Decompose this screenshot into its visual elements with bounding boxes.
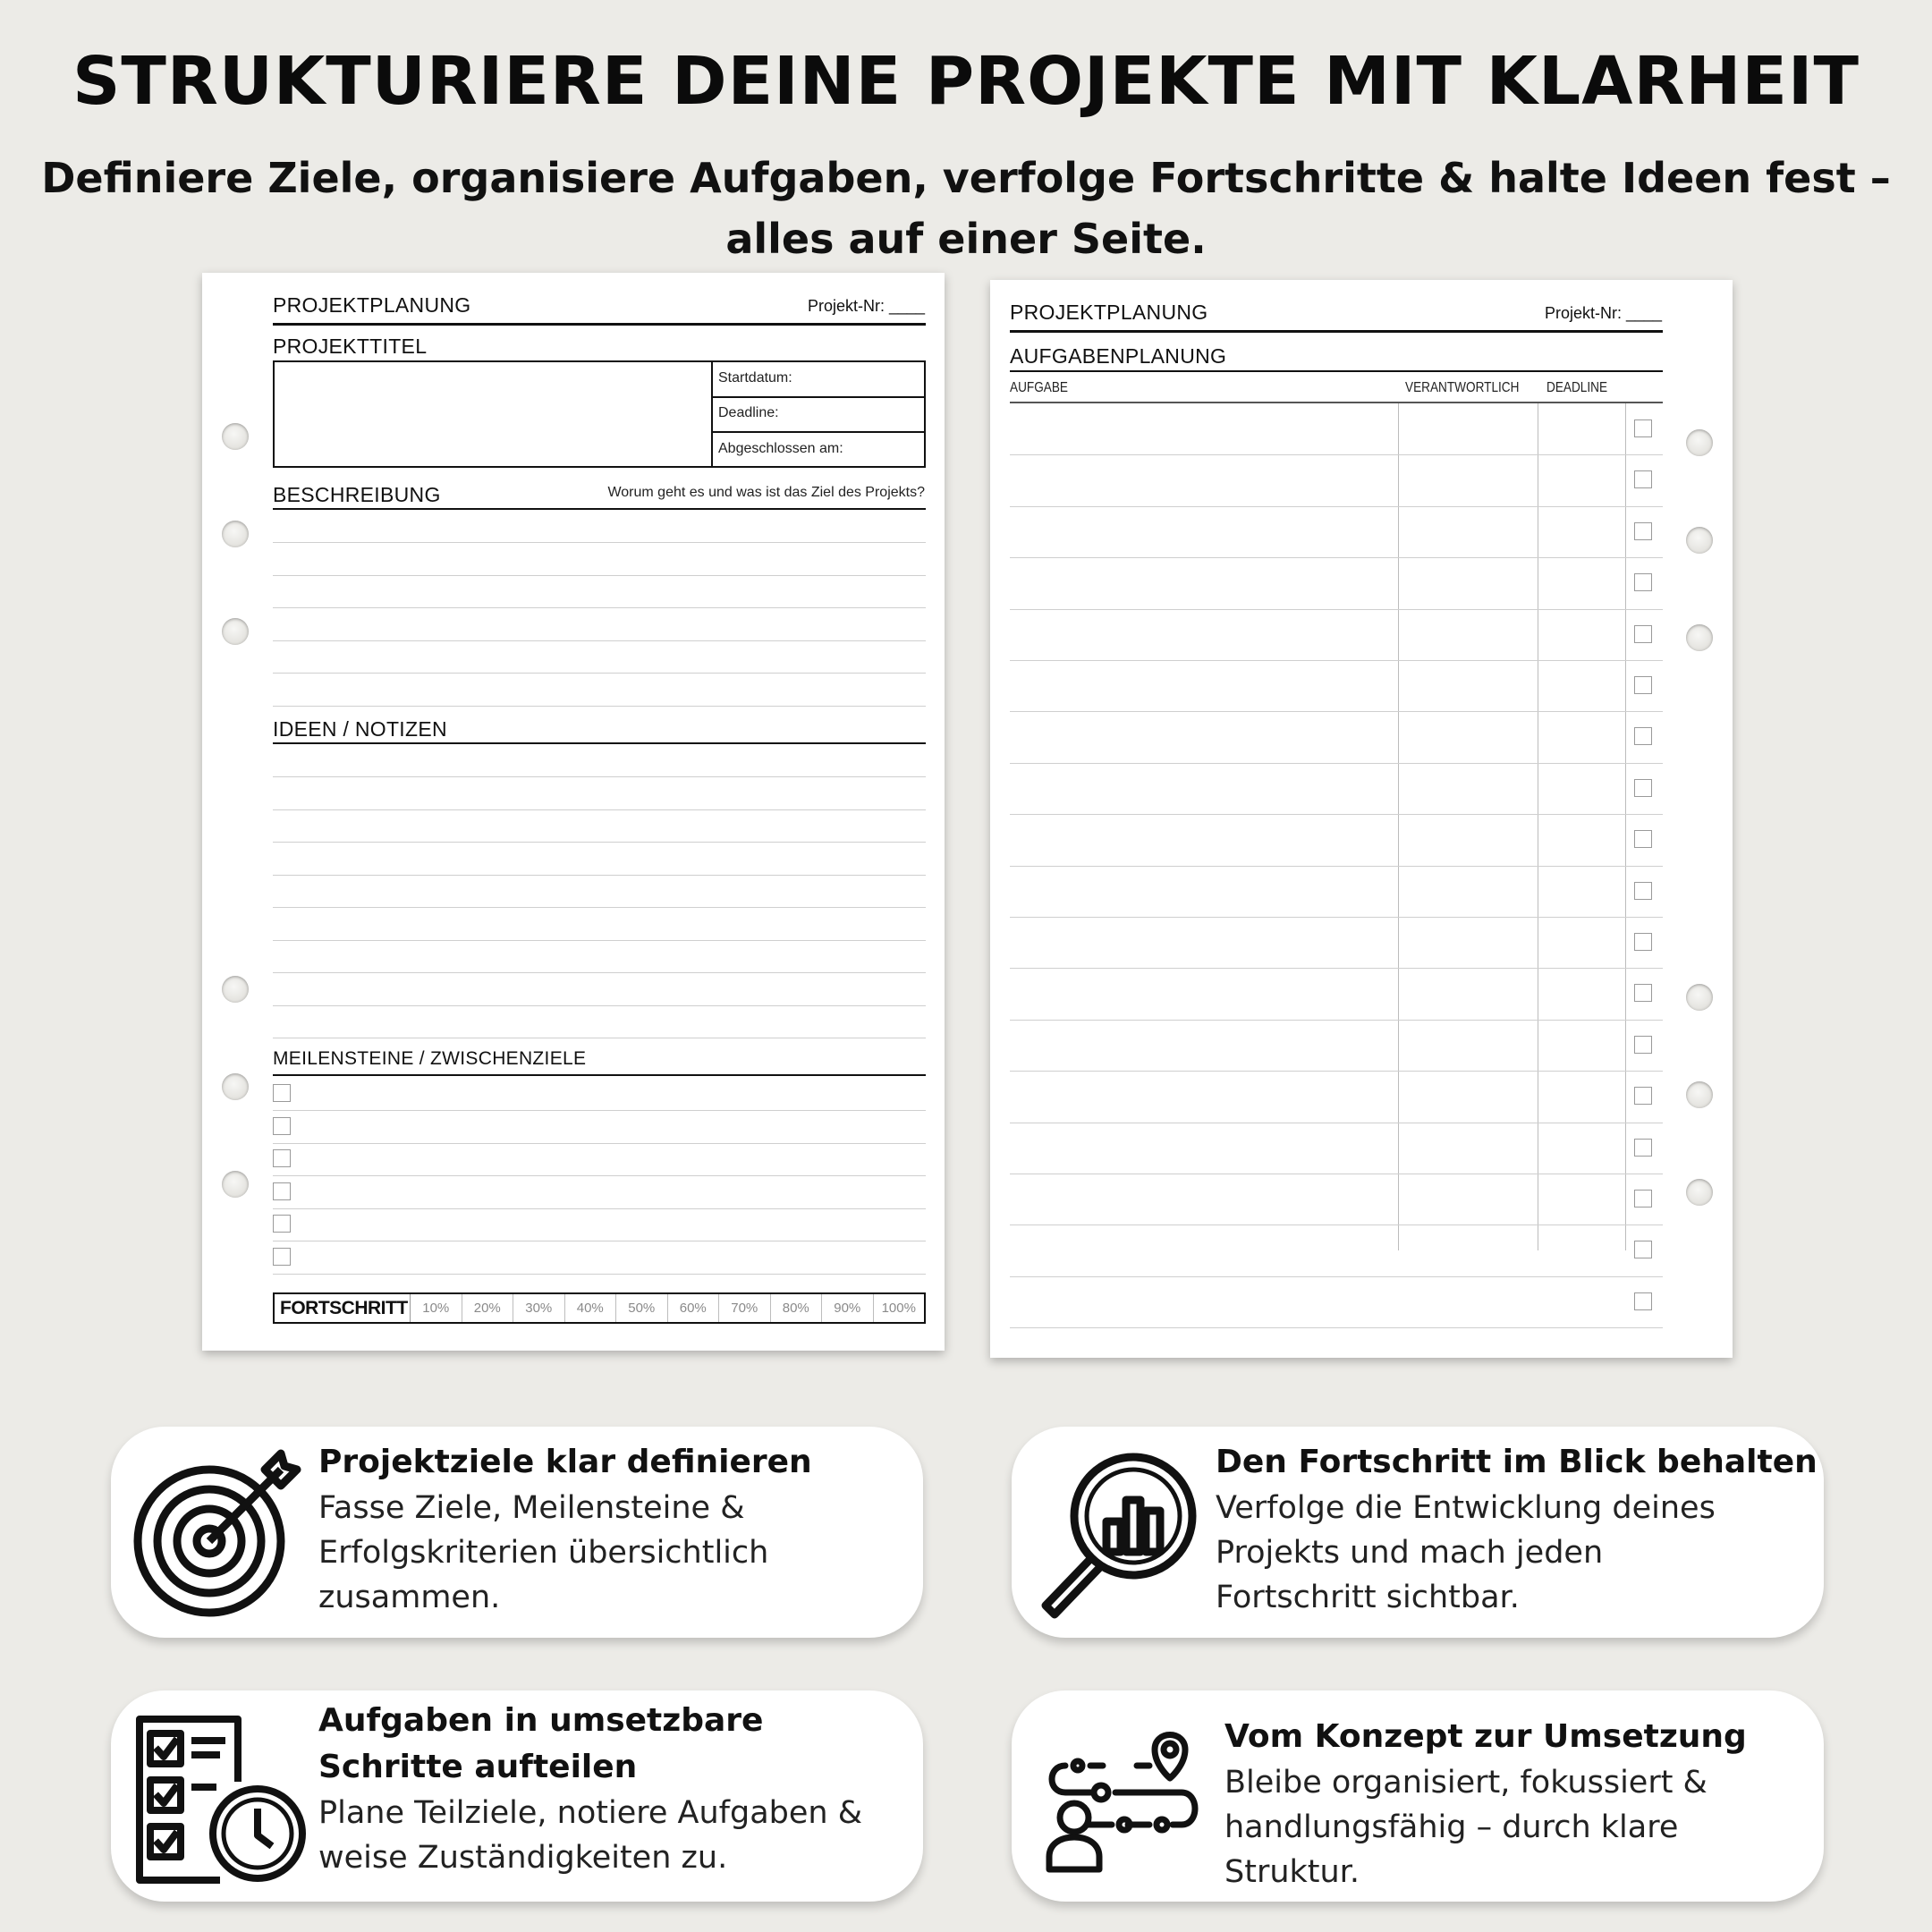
writing-line	[273, 1143, 926, 1144]
punch-hole	[222, 1073, 249, 1100]
table-row-line	[1010, 763, 1663, 764]
writing-line	[273, 673, 926, 674]
writing-line	[273, 809, 926, 810]
page-title: STRUKTURIERE DEINE PROJEKTE MIT KLARHEIT	[72, 43, 1860, 120]
writing-line	[273, 640, 926, 641]
milestone-checkbox	[273, 1215, 291, 1233]
punch-hole	[1686, 624, 1713, 651]
punch-hole	[222, 618, 249, 645]
column-task: AUFGABE	[1010, 380, 1068, 395]
project-number-field: Projekt-Nr: ____	[1544, 304, 1662, 322]
divider	[273, 508, 926, 510]
progress-step: 30%	[513, 1294, 565, 1322]
table-row-line	[1010, 454, 1663, 455]
feature-card-implementation	[1012, 1690, 1824, 1902]
writing-line	[273, 940, 926, 941]
task-checkbox	[1634, 1292, 1652, 1310]
divider	[273, 742, 926, 744]
writing-line	[273, 1110, 926, 1111]
feature-title: Aufgaben in umsetzbare Schritte aufteilen	[318, 1702, 764, 1785]
feature-description: Fasse Ziele, Meilensteine & Erfolgskriterien übersichtlich zusammen.	[318, 1490, 769, 1615]
column-responsible: VERANTWORTLICH	[1405, 380, 1520, 395]
punch-hole	[1686, 429, 1713, 456]
feature-description: Verfolge die Entwicklung deines Projekts und mach jeden Fortschritt sichtbar.	[1216, 1490, 1716, 1615]
table-row-line	[1010, 968, 1663, 969]
feature-description: Bleibe organisiert, fokussiert & handlungsfähig – durch klare Struktur.	[1224, 1765, 1707, 1890]
completed-date-label: Abgeschlossen am:	[718, 441, 843, 456]
writing-line	[273, 972, 926, 973]
punch-hole	[1686, 984, 1713, 1011]
planner-sheet-task-planning	[990, 280, 1733, 1358]
writing-line	[273, 607, 926, 608]
milestone-checkbox	[273, 1084, 291, 1102]
writing-line	[273, 575, 926, 576]
task-checkbox	[1634, 779, 1652, 797]
progress-label: FORTSCHRITT	[275, 1294, 411, 1322]
writing-line	[273, 875, 926, 876]
progress-step: 10%	[411, 1294, 462, 1322]
task-checkbox	[1634, 882, 1652, 900]
ideas-heading: IDEEN / NOTIZEN	[273, 717, 447, 741]
description-heading: BESCHREIBUNG	[273, 483, 441, 506]
table-row-line	[1010, 1020, 1663, 1021]
task-checkbox	[1634, 830, 1652, 848]
milestone-checkbox	[273, 1117, 291, 1135]
table-row-line	[1010, 1327, 1663, 1328]
feature-title: Projektziele klar definieren	[318, 1444, 812, 1480]
magnifier-chart-icon	[1028, 1443, 1207, 1622]
table-row-line	[1010, 866, 1663, 867]
project-number-field: Projekt-Nr: ____	[807, 297, 925, 315]
writing-line	[273, 1274, 926, 1275]
writing-line	[273, 706, 926, 707]
writing-line	[273, 776, 926, 777]
divider	[1010, 370, 1663, 372]
target-icon	[131, 1443, 309, 1622]
feature-title: Vom Konzept zur Umsetzung	[1224, 1718, 1747, 1755]
milestone-checkbox	[273, 1149, 291, 1167]
task-checkbox	[1634, 419, 1652, 437]
progress-step: 40%	[565, 1294, 617, 1322]
punch-hole	[1686, 1081, 1713, 1108]
page-subtitle: Definiere Ziele, organisiere Aufgaben, verfolge Fortschritte & halte Ideen fest – alles auf einer Seite.	[41, 154, 1891, 263]
divider	[273, 323, 926, 326]
divider	[1010, 402, 1663, 403]
table-row-line	[1010, 506, 1663, 507]
punch-hole	[1686, 1179, 1713, 1206]
table-row-line	[1010, 1071, 1663, 1072]
start-date-label: Startdatum:	[718, 370, 792, 386]
task-checkbox	[1634, 676, 1652, 694]
writing-line	[273, 842, 926, 843]
divider	[273, 1074, 926, 1076]
task-checkbox	[1634, 1241, 1652, 1258]
writing-line	[273, 1175, 926, 1176]
punch-hole	[222, 1171, 249, 1198]
feature-card-tasks	[111, 1690, 923, 1902]
writing-line	[273, 907, 926, 908]
progress-step: 20%	[462, 1294, 514, 1322]
punch-hole	[222, 423, 249, 450]
column-divider	[1625, 403, 1626, 1250]
task-checkbox	[1634, 933, 1652, 951]
progress-step: 70%	[719, 1294, 771, 1322]
table-row-line	[1010, 711, 1663, 712]
project-title-box	[273, 360, 926, 468]
punch-hole	[222, 521, 249, 547]
task-checkbox	[1634, 984, 1652, 1002]
task-checkbox	[1634, 573, 1652, 591]
table-row-line	[1010, 609, 1663, 610]
task-checkbox	[1634, 1087, 1652, 1105]
task-planning-heading: AUFGABENPLANUNG	[1010, 344, 1227, 368]
divider	[1010, 330, 1663, 333]
milestones-heading: MEILENSTEINE / ZWISCHENZIELE	[273, 1048, 587, 1069]
feature-title: Den Fortschritt im Blick behalten	[1216, 1444, 1818, 1480]
task-checkbox	[1634, 470, 1652, 488]
planner-sheet-project-overview	[202, 273, 945, 1351]
column-deadline: DEADLINE	[1546, 380, 1608, 395]
column-divider	[1398, 403, 1399, 1250]
table-row-line	[1010, 557, 1663, 558]
writing-line	[273, 542, 926, 543]
table-row-line	[1010, 1276, 1663, 1277]
task-checkbox	[1634, 1190, 1652, 1208]
progress-step: 90%	[822, 1294, 874, 1322]
milestone-checkbox	[273, 1248, 291, 1266]
milestone-checkbox	[273, 1182, 291, 1200]
table-row-line	[1010, 660, 1663, 661]
punch-hole	[1686, 527, 1713, 554]
progress-step: 50%	[616, 1294, 668, 1322]
feature-card-progress	[1012, 1427, 1824, 1638]
table-row-line	[1010, 917, 1663, 918]
task-checkbox	[1634, 727, 1652, 745]
table-row-line	[1010, 814, 1663, 815]
description-hint: Worum geht es und was ist das Ziel des Projekts?	[607, 485, 925, 500]
task-checkbox	[1634, 1036, 1652, 1054]
writing-line	[273, 1005, 926, 1006]
deadline-label: Deadline:	[718, 405, 779, 420]
feature-description: Plane Teilziele, notiere Aufgaben & weise Zuständigkeiten zu.	[318, 1795, 862, 1876]
checklist-clock-icon	[131, 1710, 309, 1889]
punch-hole	[222, 976, 249, 1003]
sheet-title: PROJEKTPLANUNG	[273, 293, 471, 317]
project-title-heading: PROJEKTTITEL	[273, 335, 428, 358]
task-checkbox	[1634, 625, 1652, 643]
writing-line	[273, 1208, 926, 1209]
sheet-title: PROJEKTPLANUNG	[1010, 301, 1208, 324]
feature-card-goals	[111, 1427, 923, 1638]
progress-step: 60%	[668, 1294, 720, 1322]
progress-step: 80%	[771, 1294, 823, 1322]
progress-scale	[273, 1292, 926, 1324]
progress-step: 100%	[881, 1301, 916, 1316]
roadmap-icon	[1038, 1710, 1217, 1889]
task-checkbox	[1634, 1139, 1652, 1157]
table-row-line	[1010, 1224, 1663, 1225]
task-checkbox	[1634, 522, 1652, 540]
